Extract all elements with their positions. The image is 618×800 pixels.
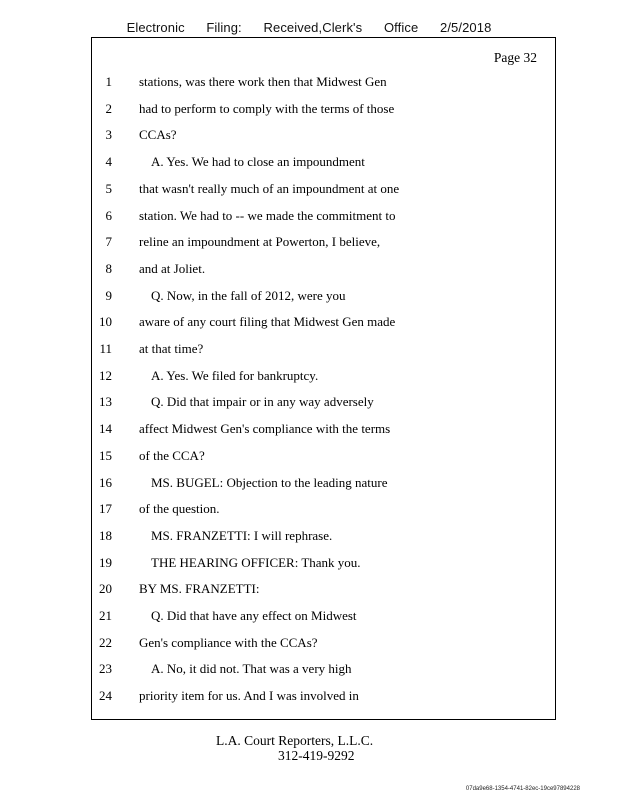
line-number: 10	[99, 314, 112, 330]
line-number: 21	[99, 608, 112, 623]
line-text: priority item for us. And I was involved in	[139, 688, 359, 704]
transcript-line	[92, 608, 557, 628]
line-number: 12	[99, 367, 112, 383]
transcript-line	[92, 154, 557, 174]
line-text: at that time?	[139, 341, 204, 356]
transcript-line	[92, 181, 557, 201]
line-text: and at Joliet.	[139, 260, 206, 276]
line-text: A. No, it did not. That was a very high	[151, 661, 352, 677]
line-number: 14	[99, 421, 112, 437]
line-text: Q. Now, in the fall of 2012, were you	[151, 287, 346, 303]
transcript-line	[92, 234, 557, 254]
line-number: 11	[99, 341, 112, 356]
line-text: THE HEARING OFFICER: Thank you.	[151, 554, 361, 570]
line-number: 20	[99, 581, 112, 597]
stamp-office: Office	[383, 20, 419, 35]
line-text: that wasn't really much of an impoundment at one	[139, 180, 400, 196]
line-text: of the CCA?	[139, 447, 205, 463]
transcript-line	[92, 127, 557, 147]
line-number: 9	[105, 287, 112, 303]
line-number: 8	[105, 260, 112, 276]
transcript-line	[92, 421, 557, 441]
transcript-line	[92, 581, 557, 601]
line-number: 23	[99, 661, 112, 677]
line-text: had to perform to comply with the terms of those	[139, 100, 395, 116]
line-text: Q. Did that impair or in any way adversely	[151, 394, 374, 410]
line-number: 5	[105, 180, 112, 196]
line-text: A. Yes. We filed for bankruptcy.	[151, 367, 319, 383]
line-text: MS. BUGEL: Objection to the leading nature	[151, 474, 388, 490]
line-number: 7	[105, 234, 112, 250]
line-number: 24	[99, 688, 112, 704]
transcript-line	[92, 501, 557, 521]
line-number: 19	[99, 554, 112, 570]
line-number: 13	[99, 394, 112, 410]
line-text: Gen's compliance with the CCAs?	[139, 634, 318, 650]
page-number: Page 32	[493, 50, 537, 65]
line-text: BY MS. FRANZETTI:	[139, 581, 260, 597]
transcript-line	[92, 288, 557, 308]
document-id: 07da9e68-1354-4741-82ec-19ce97894228	[465, 786, 580, 792]
footer-phone: 312-419-9292	[278, 748, 355, 763]
line-text: CCAs?	[139, 127, 177, 143]
transcript-line	[92, 448, 557, 468]
transcript-line	[92, 475, 557, 495]
line-text: A. Yes. We had to close an impoundment	[151, 154, 365, 170]
line-number: 17	[99, 501, 112, 517]
line-number: 15	[99, 447, 112, 463]
line-text: of the question.	[139, 501, 220, 517]
transcript-line	[92, 314, 557, 334]
transcript-line	[92, 555, 557, 575]
line-text: reline an impoundment at Powerton, I believe,	[139, 234, 381, 250]
line-text: affect Midwest Gen's compliance with the terms	[139, 421, 391, 437]
line-number: 16	[99, 474, 112, 490]
line-number: 4	[105, 154, 112, 170]
line-text: aware of any court filing that Midwest Gen made	[139, 314, 396, 330]
filing-stamp	[0, 20, 618, 35]
footer-company: L.A. Court Reporters, L.L.C.	[216, 733, 374, 748]
line-number: 6	[105, 207, 112, 223]
line-text: station. We had to -- we made the commitment to	[139, 207, 396, 223]
stamp-date: 2/5/2018	[440, 20, 492, 35]
line-number: 1	[105, 74, 112, 89]
stamp-received: Received,Clerk's	[263, 20, 363, 35]
stamp-filing: Filing:	[206, 20, 242, 35]
line-text: stations, was there work then that Midwest Gen	[139, 74, 387, 89]
line-number: 18	[99, 527, 112, 543]
transcript-line	[92, 341, 557, 361]
line-number: 3	[105, 127, 112, 143]
transcript-line	[92, 74, 557, 94]
transcript-line	[92, 661, 557, 681]
stamp-electronic: Electronic	[126, 20, 185, 35]
transcript-line	[92, 208, 557, 228]
transcript-line	[92, 688, 557, 708]
line-number: 2	[105, 100, 112, 116]
line-text: MS. FRANZETTI: I will rephrase.	[151, 527, 333, 543]
transcript-line	[92, 261, 557, 281]
line-number: 22	[99, 634, 112, 650]
transcript-line	[92, 368, 557, 388]
transcript-line	[92, 528, 557, 548]
line-text: Q. Did that have any effect on Midwest	[151, 608, 357, 623]
transcript-line	[92, 394, 557, 414]
transcript-frame	[91, 37, 556, 720]
transcript-line	[92, 101, 557, 121]
transcript-line	[92, 635, 557, 655]
